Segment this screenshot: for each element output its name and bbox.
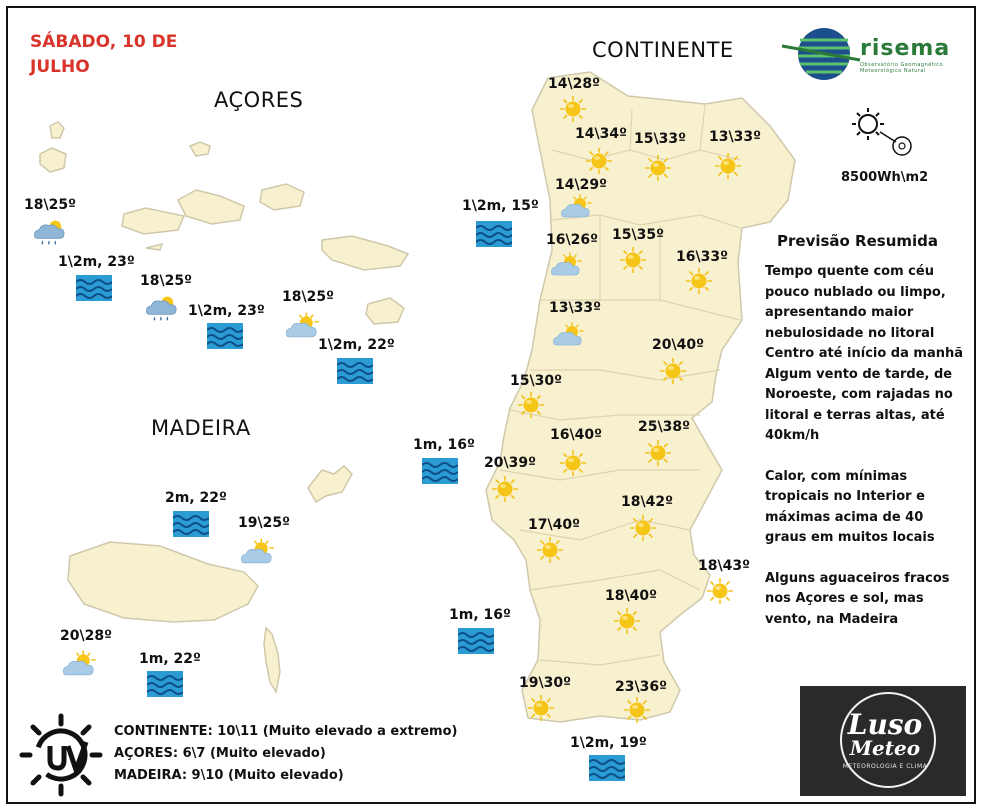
luso-logo-line3: METEOROLOGIA E CLIMA — [842, 763, 928, 770]
madeira-main — [68, 542, 258, 622]
temp-label: 18\25º — [140, 273, 192, 289]
madeira-porto-santo — [308, 466, 352, 502]
wave-icon — [207, 323, 243, 349]
sea-state-label: 1m, 16º — [413, 437, 475, 453]
sea-state-label: 1m, 22º — [139, 651, 201, 667]
sea-state-label: 2m, 22º — [165, 490, 227, 506]
sun-icon — [586, 148, 612, 174]
temp-label: 14\29º — [555, 177, 607, 193]
uv-sun-icon — [20, 714, 102, 796]
sun-icon — [645, 440, 671, 466]
temp-label: 20\40º — [652, 337, 704, 353]
temp-label: 19\25º — [238, 515, 290, 531]
sun-cloud-icon — [59, 650, 99, 678]
temp-label: 17\40º — [528, 517, 580, 533]
rain-cloud-icon — [30, 218, 70, 248]
temp-label: 15\35º — [612, 227, 664, 243]
temp-label: 18\40º — [605, 588, 657, 604]
acores-sao-jorge — [178, 190, 244, 224]
sun-icon — [707, 578, 733, 604]
region-title-madeira: MADEIRA — [151, 416, 251, 440]
sun-icon — [630, 515, 656, 541]
rain-cloud-icon — [142, 294, 182, 324]
sun-icon — [660, 358, 686, 384]
temp-label: 18\43º — [698, 558, 750, 574]
temp-label: 18\25º — [24, 197, 76, 213]
risema-logo-text: risema — [860, 36, 951, 61]
temp-label: 19\30º — [519, 675, 571, 691]
radiation-value: 8500Wh\m2 — [841, 170, 929, 185]
acores-faial — [146, 244, 162, 250]
madeira-desertas — [264, 628, 280, 692]
sea-state-label: 1\2m, 15º — [462, 198, 539, 214]
luso-logo-line1: Luso — [847, 708, 923, 741]
acores-santa-maria — [366, 298, 404, 324]
temp-label: 14\28º — [548, 76, 600, 92]
temp-label: 16\26º — [546, 232, 598, 248]
acores-flores — [50, 122, 64, 138]
wave-icon — [458, 628, 494, 654]
temp-label: 18\25º — [282, 289, 334, 305]
sun-icon — [560, 450, 586, 476]
wave-icon — [422, 458, 458, 484]
sun-icon — [624, 697, 650, 723]
summary-paragraph: Algum vento de tarde, de Noroeste, com rajadas no litoral e terras altas, até 40km/h — [765, 366, 953, 443]
region-title-acores: AÇORES — [214, 88, 304, 112]
uv-line-continente: CONTINENTE: 10\11 (Muito elevado a extremo) — [114, 724, 458, 739]
temp-label: 15\30º — [510, 373, 562, 389]
acores-terceira — [260, 184, 304, 210]
sun-icon — [537, 537, 563, 563]
wave-icon — [76, 275, 112, 301]
sun-cloud-icon — [237, 538, 277, 566]
summary-paragraph: Calor, com mínimas tropicais no Interior e máximas acima de 40 graus em muitos locais — [765, 468, 935, 545]
temp-label: 20\39º — [484, 455, 536, 471]
acores-graciosa — [190, 142, 210, 156]
sea-state-label: 1\2m, 23º — [58, 254, 135, 270]
uv-line-acores: AÇORES: 6\7 (Muito elevado) — [114, 746, 326, 761]
temp-label: 25\38º — [638, 419, 690, 435]
sun-cloud-icon — [558, 194, 594, 220]
wave-icon — [476, 221, 512, 247]
temp-label: 20\28º — [60, 628, 112, 644]
acores-corvo — [40, 148, 66, 172]
summary-paragraph: Alguns aguaceiros fracos nos Açores e sol, mas vento, na Madeira — [765, 570, 950, 627]
summary-paragraph: Tempo quente com céu pouco nublado ou limpo, apresentando maior nebulosidade no litoral Centro até início da manhã — [765, 264, 964, 361]
sun-icon — [645, 155, 671, 181]
wave-icon — [337, 358, 373, 384]
risema-logo-subtitle: Observatório Geomagnético Meteorológico Natural — [860, 62, 944, 74]
sea-state-label: 1\2m, 22º — [318, 337, 395, 353]
sun-icon — [686, 268, 712, 294]
risema-logo-icon — [780, 26, 860, 84]
sun-cloud-icon — [550, 322, 586, 348]
temp-label: 14\34º — [575, 126, 627, 142]
sea-state-label: 1\2m, 23º — [188, 303, 265, 319]
sea-state-label: 1m, 16º — [449, 607, 511, 623]
uv-line-madeira: MADEIRA: 9\10 (Muito elevado) — [114, 768, 344, 783]
sun-icon — [620, 247, 646, 273]
wave-icon — [147, 671, 183, 697]
sun-icon — [560, 96, 586, 122]
sun-icon — [492, 476, 518, 502]
temp-label: 15\33º — [634, 131, 686, 147]
sun-icon — [528, 695, 554, 721]
region-title-continente: CONTINENTE — [592, 38, 734, 62]
sun-icon — [518, 392, 544, 418]
sun-icon — [715, 153, 741, 179]
temp-label: 23\36º — [615, 679, 667, 695]
summary-title: Previsão Resumida — [777, 232, 939, 250]
sea-state-label: 1\2m, 19º — [570, 735, 647, 751]
temp-label: 16\33º — [676, 249, 728, 265]
wave-icon — [173, 511, 209, 537]
temp-label: 16\40º — [550, 427, 602, 443]
wave-icon — [589, 755, 625, 781]
temp-label: 18\42º — [621, 494, 673, 510]
temp-label: 13\33º — [549, 300, 601, 316]
date-title: SÁBADO, 10 DE JULHO — [30, 32, 178, 77]
sun-icon — [614, 608, 640, 634]
acores-pico — [122, 208, 184, 234]
luso-meteo-logo — [800, 686, 966, 796]
sun-radiation-icon — [850, 108, 916, 158]
sun-cloud-icon — [548, 252, 584, 278]
luso-logo-line2: Meteo — [849, 736, 921, 760]
summary-text — [765, 262, 965, 630]
temp-label: 13\33º — [709, 129, 761, 145]
acores-sao-miguel — [322, 236, 408, 270]
sun-cloud-icon — [282, 312, 322, 340]
